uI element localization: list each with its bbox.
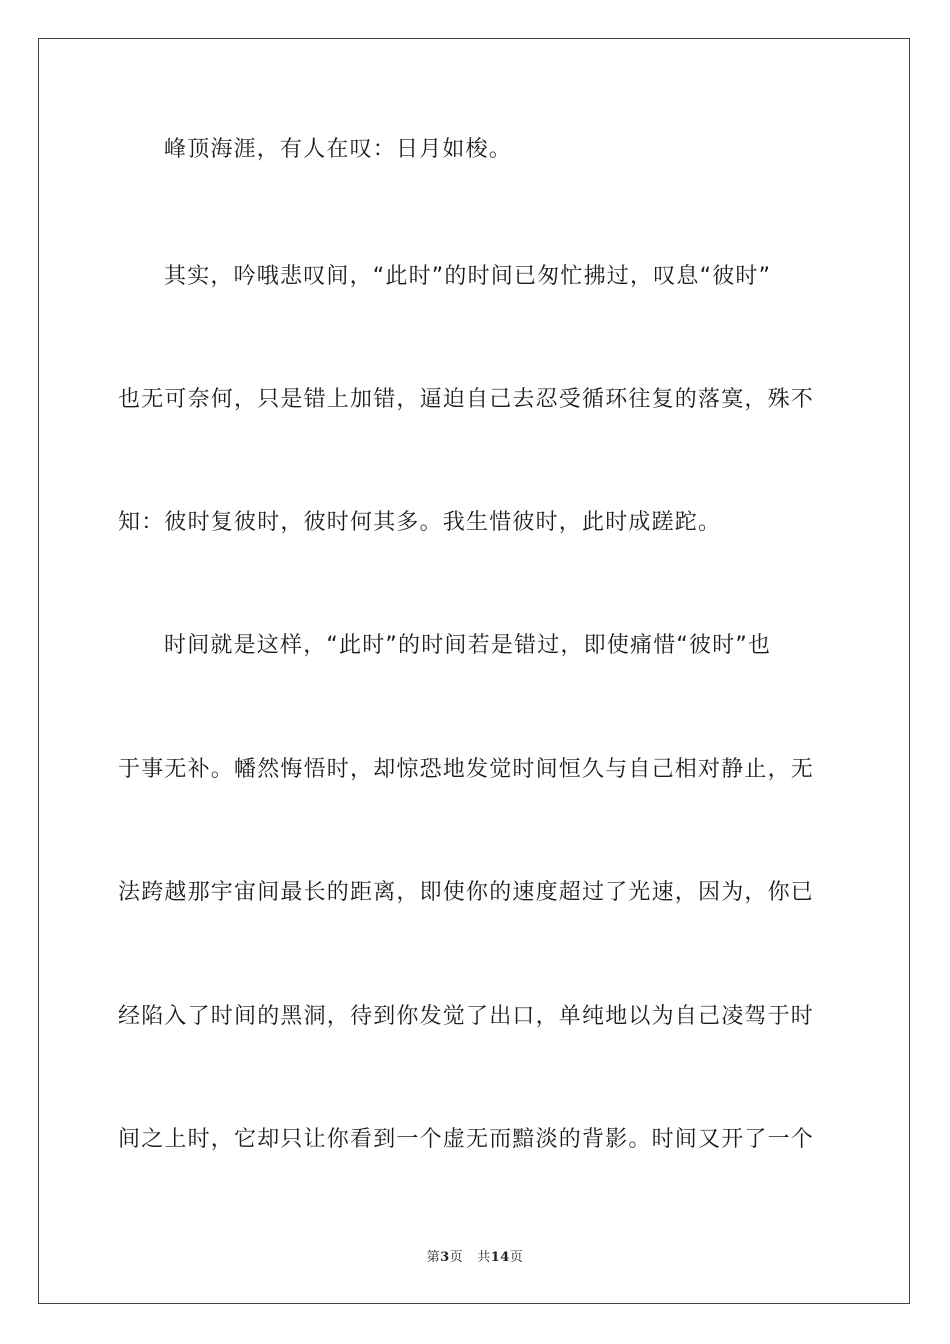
page-number: 3 (440, 1250, 450, 1265)
page-border (38, 38, 910, 1304)
paragraph-line: 其实，吟哦悲叹间，“此时”的时间已匆忙拂过，叹息“彼时” (164, 264, 772, 289)
page-suffix: 页 (449, 1250, 464, 1265)
paragraph-line: 时间就是这样，“此时”的时间若是错过，即使痛惜“彼时”也 (164, 633, 772, 658)
total-prefix: 共 (477, 1250, 491, 1265)
paragraph-line: 经陷入了时间的黑洞，待到你发觉了出口，单纯地以为自己凌驾于时 (118, 1004, 815, 1029)
paragraph-line: 知：彼时复彼时，彼时何其多。我生惜彼时，此时成蹉跎。 (118, 510, 722, 535)
page-prefix: 第 (426, 1250, 441, 1265)
total-suffix: 页 (509, 1250, 524, 1265)
paragraph-line: 法跨越那宇宙间最长的距离，即使你的速度超过了光速，因为，你已 (118, 880, 815, 905)
paragraph-line: 也无可奈何，只是错上加错，逼迫自己去忍受循环往复的落寞，殊不 (118, 387, 815, 412)
page-footer (0, 1246, 950, 1265)
total-pages: 14 (490, 1250, 510, 1265)
paragraph-line: 峰顶海涯，有人在叹：日月如梭。 (164, 137, 513, 162)
paragraph-line: 于事无补。幡然悔悟时，却惊恐地发觉时间恒久与自己相对静止，无 (118, 757, 815, 782)
paragraph-line: 间之上时，它却只让你看到一个虚无而黯淡的背影。时间又开了一个 (118, 1127, 815, 1152)
